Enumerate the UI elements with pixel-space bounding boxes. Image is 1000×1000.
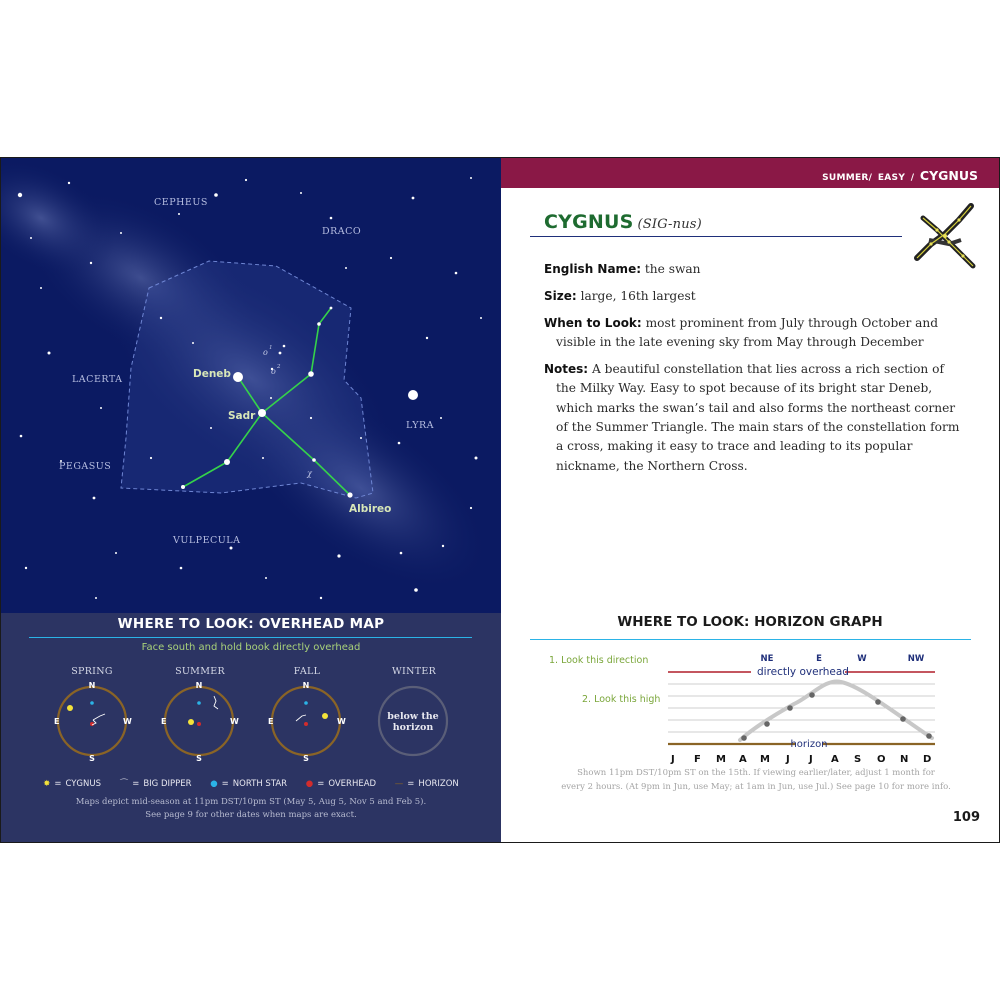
month-label: J xyxy=(671,754,675,765)
dir-w: W xyxy=(123,717,132,726)
legend-overhead: ● = OVERHEAD xyxy=(305,779,377,789)
altitude-curve xyxy=(740,681,932,740)
north-star-swatch-icon: ● xyxy=(210,779,218,789)
month-label: J xyxy=(786,754,790,765)
legend-big-dipper: ⌒ = BIG DIPPER xyxy=(119,779,192,789)
dir-n: N xyxy=(88,681,96,690)
directly-overhead-label: directly overhead xyxy=(757,666,849,678)
legend-horizon: — = HORIZON xyxy=(394,779,459,789)
dir-n: N xyxy=(195,681,203,690)
overhead-map-note: Maps depict mid-season at 11pm DST/10pm ST (May 5, Aug 5, Nov 5 and Feb 5). See page 9 for other dates when maps are exact. xyxy=(75,797,427,820)
dir-s: S xyxy=(303,754,309,761)
fact-size: Size: large, 16th largest xyxy=(544,288,696,303)
star-label-sadr: Sadr xyxy=(228,410,256,422)
horizon-label: horizon xyxy=(790,739,828,750)
label-lacerta: LACERTA xyxy=(72,374,123,385)
overhead-swatch-icon: ● xyxy=(305,779,314,789)
dir-s: S xyxy=(89,754,95,761)
sky-map xyxy=(1,158,501,613)
fact-notes: Notes: A beautiful constellation that lies across a rich section of the Milky Way. Easy to spot because of its bright star Deneb, which marks the swan’s tail and also forms the northeast corner of the Summer Triangle. The main stars of the constellation form a cross, making it easy to trace and leading to its popular nickname, the Northern Cross. xyxy=(544,361,960,473)
dir-e: E xyxy=(161,717,167,726)
overhead-map-subtitle: Face south and hold book directly overhead xyxy=(141,642,361,653)
title-rule xyxy=(530,236,902,237)
fact-english-name: English Name: the swan xyxy=(544,262,701,276)
month-label: D xyxy=(923,754,932,765)
greek-label-2: 2 xyxy=(277,364,281,370)
overhead-map-rule xyxy=(29,637,472,638)
month-label: A xyxy=(831,754,839,765)
overhead-map-panel xyxy=(1,613,501,842)
star-label-deneb: Deneb xyxy=(193,368,231,380)
season-label-summer: SUMMER xyxy=(175,666,225,677)
horizon-graph-note: Shown 11pm DST/10pm ST on the 15th. If viewing earlier/later, adjust 1 month for every 2 hours. (At 9pm in Jun, use May; at 1am in Jun, use Jul.) See page 10 for more info. xyxy=(561,768,951,792)
label-lyra: LYRA xyxy=(406,420,434,431)
month-label: N xyxy=(900,754,909,765)
label-draco: DRACO xyxy=(322,226,362,237)
dir-w: W xyxy=(230,717,239,726)
dir-e: E xyxy=(268,717,274,726)
month-label: S xyxy=(854,754,862,765)
winter-below-text: below the xyxy=(387,711,439,722)
breadcrumb-name: CYGNUS xyxy=(919,168,978,183)
fact-when: When to Look: most prominent from July through October and visible in the late evening sky from May through December xyxy=(544,315,939,349)
greek-label-o: o xyxy=(263,348,268,357)
dir-ne: NE xyxy=(760,654,774,664)
overhead-map-legend xyxy=(1,777,501,789)
legend-north-star: ● = NORTH STAR xyxy=(210,779,288,789)
month-label: A xyxy=(739,754,747,765)
header-breadcrumb: SUMMER/ EASY / CYGNUS xyxy=(822,168,978,183)
label-vulpecula: VULPECULA xyxy=(173,535,241,546)
dipper-swatch-icon: ⌒ xyxy=(119,779,129,789)
month-label: M xyxy=(760,754,770,765)
overhead-map-title: WHERE TO LOOK: OVERHEAD MAP xyxy=(117,616,385,632)
horizon-swatch-icon: — xyxy=(394,779,404,789)
label-cepheus: CEPHEUS xyxy=(154,197,208,208)
month-label: F xyxy=(694,754,701,765)
facts xyxy=(544,260,964,484)
pronunciation: (SIG-nus) xyxy=(637,217,702,232)
entry-title: CYGNUS (SIG-nus) xyxy=(544,211,702,233)
header-band xyxy=(501,158,999,188)
dial-summer xyxy=(159,681,239,761)
breadcrumb-difficulty: EASY xyxy=(877,173,906,183)
dir-s: S xyxy=(196,754,202,761)
dial-spring xyxy=(52,681,132,761)
dir-n: N xyxy=(302,681,310,690)
step1-label: 1. Look this direction xyxy=(549,655,649,666)
dial-winter xyxy=(373,681,453,761)
dir-w: W xyxy=(337,717,346,726)
left-page xyxy=(1,158,501,842)
month-label: J xyxy=(809,754,813,765)
season-label-spring: SPRING xyxy=(71,666,113,677)
right-page xyxy=(501,158,999,842)
cygnus-swatch-icon: ✸ xyxy=(43,779,51,789)
dir-w: W xyxy=(857,654,867,664)
greek-label-chi: χ xyxy=(307,469,312,478)
horizon-graph-title: WHERE TO LOOK: HORIZON GRAPH xyxy=(617,614,883,630)
page-number: 109 xyxy=(952,810,980,825)
horizon-graph xyxy=(501,644,999,754)
month-label: O xyxy=(877,754,886,765)
greek-label-o2: o xyxy=(271,367,276,376)
book-spread xyxy=(0,157,1000,843)
star-label-albireo: Albireo xyxy=(349,503,392,515)
season-label-winter: WINTER xyxy=(391,666,437,677)
greek-label-1: 1 xyxy=(269,345,273,351)
dir-nw: NW xyxy=(907,654,925,664)
step2-label: 2. Look this high xyxy=(582,694,661,705)
breadcrumb-season: SUMMER xyxy=(822,173,869,183)
season-label-fall: FALL xyxy=(293,666,321,677)
label-pegasus: PEGASUS xyxy=(59,461,112,472)
dir-e: E xyxy=(54,717,60,726)
month-label: M xyxy=(716,754,726,765)
winter-horizon-text: horizon xyxy=(392,722,434,733)
dial-fall xyxy=(266,681,346,761)
dir-e: E xyxy=(816,654,822,664)
legend-cygnus: ✸ = CYGNUS xyxy=(43,779,101,789)
horizon-graph-rule xyxy=(530,639,971,640)
